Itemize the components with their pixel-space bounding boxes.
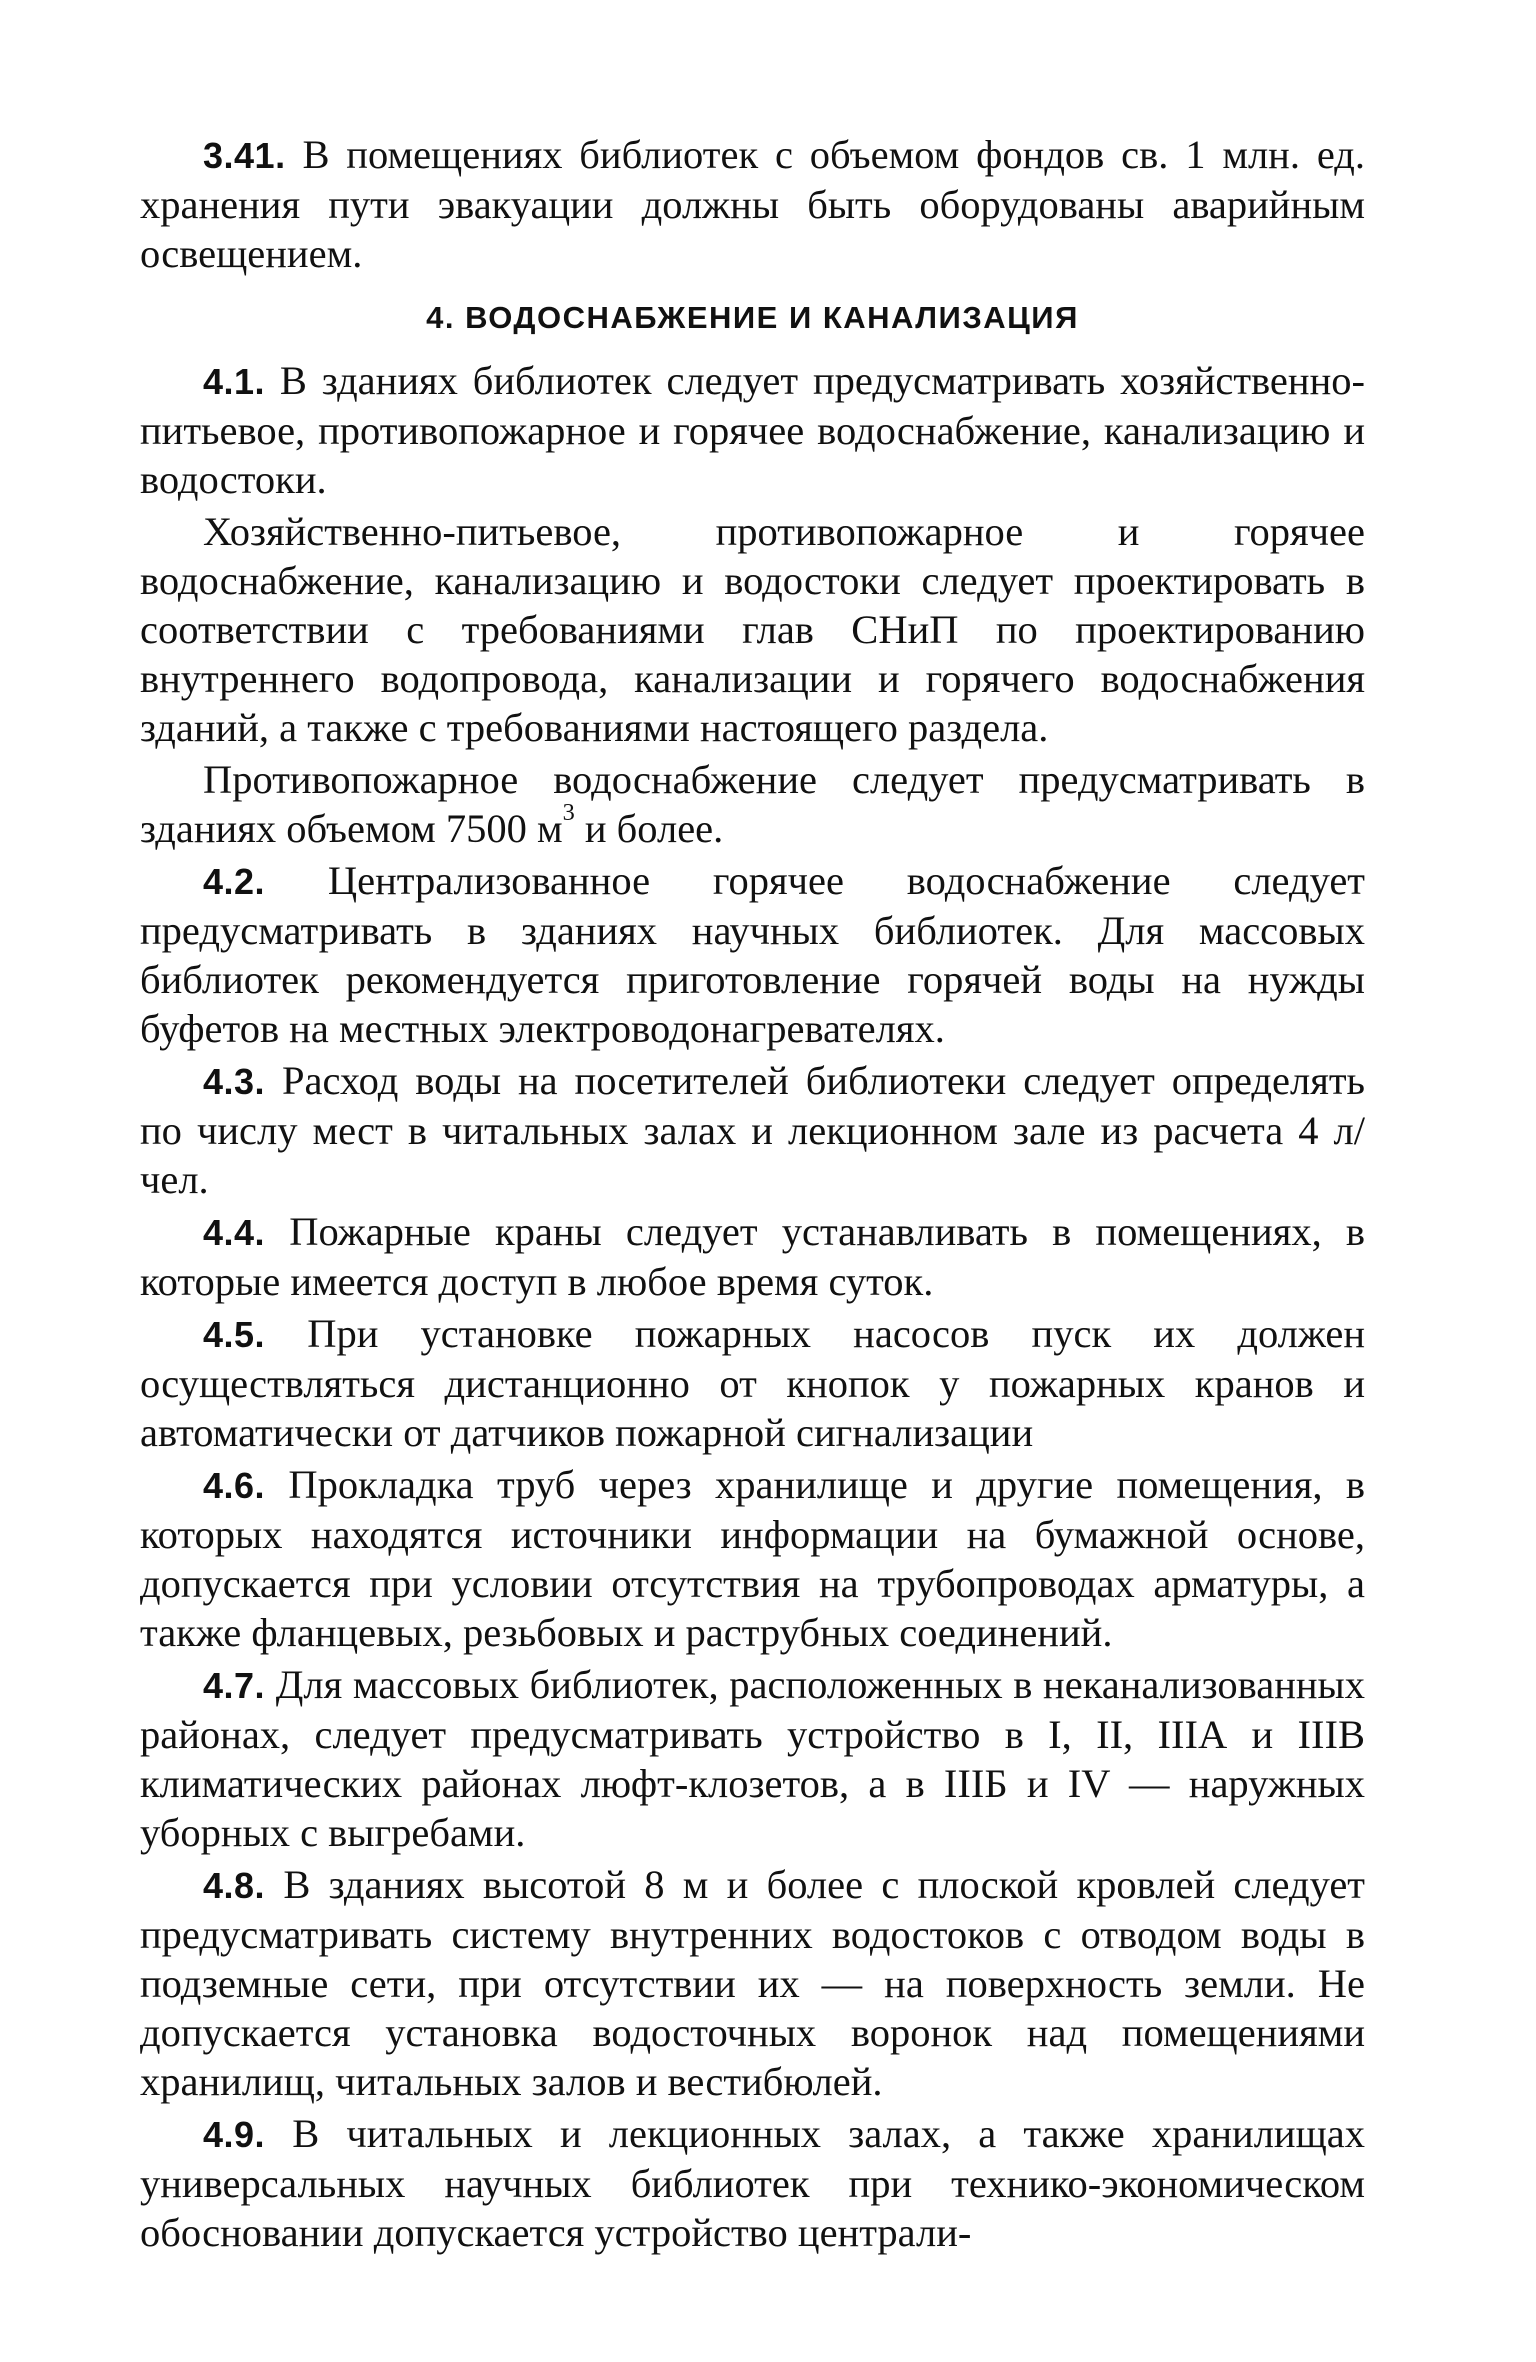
paragraph-text: В зданиях высотой 8 м и более с плоской кровлей следует предусматривать систему внутренних водостоков с отводом воды в подземные сети, при отсутствии их — на поверхность земли. Не допускается установка водосточных воронок над помещениями хранилищ, читальных залов и вестибюлей. (140, 1862, 1365, 2104)
paragraph-text: В зданиях библиотек следует предусматривать хозяйственно-питьевое, противопожарное и горячее водоснабжение, канализацию и водостоки. (140, 358, 1365, 502)
superscript-exponent: 3 (562, 799, 575, 827)
paragraph-number: 4.3. (203, 1061, 266, 1102)
document-page (140, 130, 1365, 2260)
paragraph-4-6 (140, 1460, 1365, 1657)
paragraph-text: Противопожарное водоснабжение следует предусматривать в зданиях объемом 7500 м (140, 757, 1365, 851)
paragraph-number: 4.4. (203, 1212, 266, 1253)
section-heading: 4. ВОДОСНАБЖЕНИЕ И КАНАЛИЗАЦИЯ (426, 300, 1079, 335)
paragraph-text: При установке пожарных насосов пуск их должен осуществляться дистанционно от кнопок у пожарных кранов и автоматически от датчиков пожарной сигнализации (140, 1311, 1365, 1455)
paragraph-4-8 (140, 1860, 1365, 2106)
paragraph-4-7 (140, 1660, 1365, 1857)
paragraph-text: Расход воды на посетителей библиотеки следует определять по числу мест в читальных залах и лекционном зале из расчета 4 л/чел. (140, 1058, 1366, 1202)
paragraph-text: В читальных и лекционных залах, а также хранилищах универсальных научных библиотек при технико-экономическом обосновании допускается устройство централи- (140, 2111, 1365, 2255)
paragraph-4-3 (140, 1056, 1365, 1204)
paragraph-number: 3.41. (203, 135, 286, 176)
paragraph-number: 4.9. (203, 2114, 266, 2155)
paragraph-4-1 (140, 356, 1365, 504)
paragraph-number: 4.8. (203, 1865, 266, 1906)
paragraph-text: Хозяйственно-питьевое, противопожарное и горячее водоснабжение, канализацию и водостоки следует проектировать в соответствии с требованиями глав СНиП по проектированию внутреннего водопровода, канализации и горячего водоснабжения зданий, а также с требованиями настоящего раздела. (140, 509, 1365, 750)
paragraph-text-end: и более. (574, 806, 724, 851)
paragraph-number: 4.6. (203, 1465, 266, 1506)
paragraph-4-2 (140, 856, 1365, 1053)
paragraph-number: 4.7. (203, 1665, 266, 1706)
paragraph-text: В помещениях библиотек с объемом фондов св. 1 млн. ед. хранения пути эвакуации должны быть оборудованы аварийным освещением. (140, 132, 1365, 276)
paragraph-4-9 (140, 2109, 1365, 2257)
paragraph-3-41 (140, 130, 1365, 278)
paragraph-4-1-fire-water (140, 755, 1365, 853)
paragraph-text: Пожарные краны следует устанавливать в помещениях, в которые имеется доступ в любое время суток. (140, 1209, 1365, 1304)
paragraph-4-1-continued (140, 507, 1365, 752)
paragraph-number: 4.1. (203, 361, 266, 402)
paragraph-4-5 (140, 1309, 1365, 1457)
paragraph-4-4 (140, 1207, 1365, 1306)
paragraph-number: 4.2. (203, 861, 266, 902)
paragraph-number: 4.5. (203, 1314, 266, 1355)
paragraph-text: Для массовых библиотек, расположенных в неканализованных районах, следует предусматривать устройство в I, II, IIIА и IIIВ климатических районах люфт-клозетов, а в IIIБ и IV — наружных уборных с выгребами. (140, 1662, 1366, 1855)
paragraph-text: Прокладка труб через хранилище и другие помещения, в которых находятся источники информации на бумажной основе, допускается при условии отсутствия на трубопроводах арматуры, а также фланцевых, резьбовых и раструбных соединений. (140, 1462, 1365, 1655)
paragraph-text: Централизованное горячее водоснабжение следует предусматривать в зданиях научных библиотек. Для массовых библиотек рекомендуется приготовление горячей воды на нужды буфетов на местных электроводонагревателях. (140, 858, 1365, 1051)
